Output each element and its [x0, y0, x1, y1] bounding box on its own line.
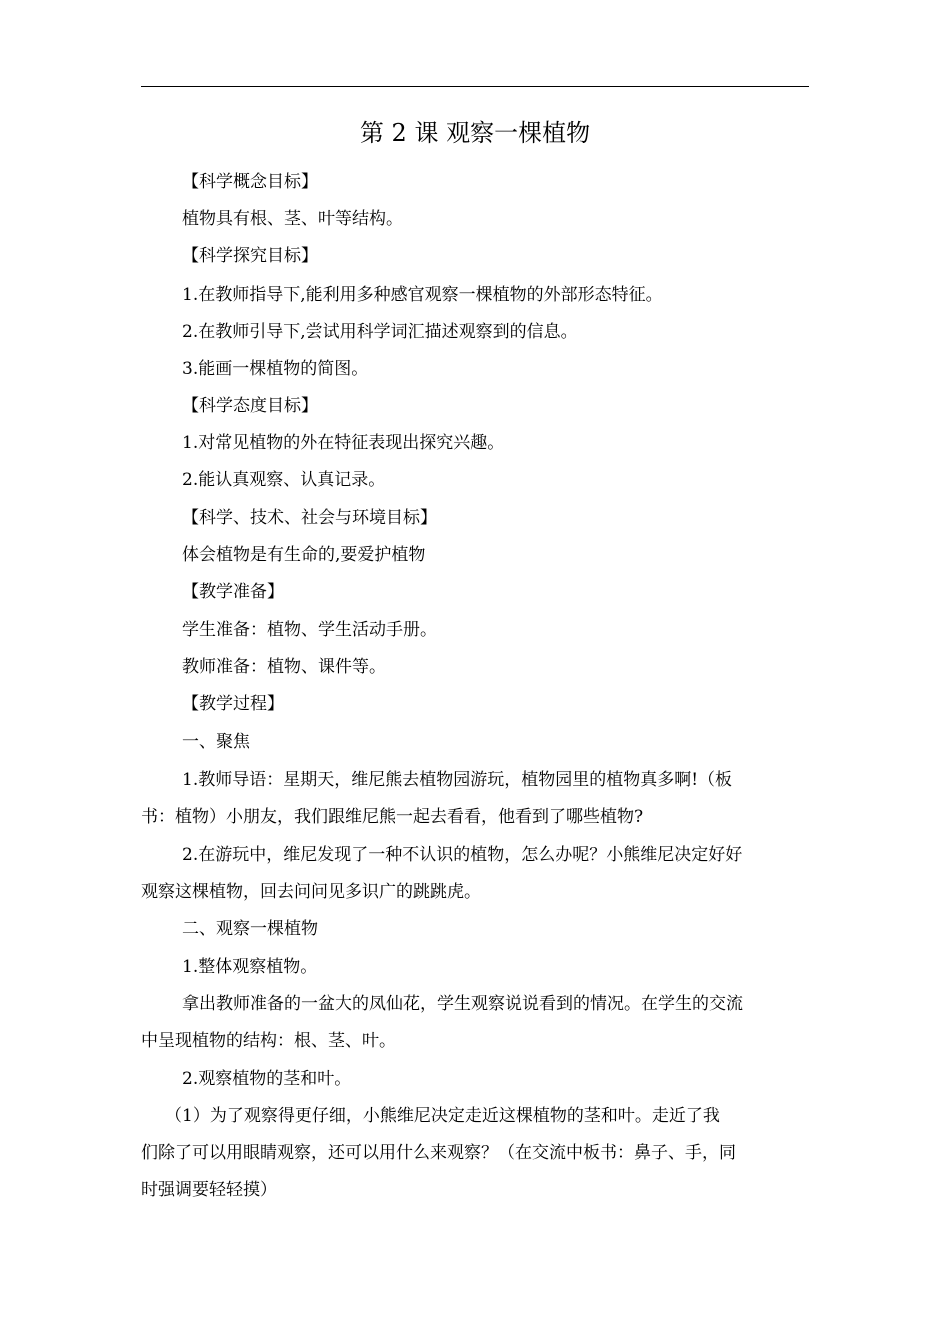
section-heading-concept-goal: 【科学概念目标】 — [182, 172, 318, 192]
subsection-heading-focus: 一、聚焦 — [182, 732, 250, 752]
paragraph-line: 体会植物是有生命的,要爱护植物 — [182, 545, 426, 565]
paragraph-line: 2.在游玩中，维尼发现了一种不认识的植物，怎么办呢？小熊维尼决定好好 — [182, 845, 743, 865]
section-heading-stse-goal: 【科学、技术、社会与环境目标】 — [182, 508, 437, 528]
section-heading-process: 【教学过程】 — [182, 694, 284, 714]
paragraph-line: 书：植物）小朋友，我们跟维尼熊一起去看看，他看到了哪些植物? — [141, 807, 644, 827]
subsection-heading-observe-plant: 二、观察一棵植物 — [182, 919, 318, 939]
section-heading-inquiry-goal: 【科学探究目标】 — [182, 246, 318, 266]
paragraph-line: 观察这棵植物，回去问问见多识广的跳跳虎。 — [141, 882, 481, 902]
paragraph-line: 1.在教师指导下,能利用多种感官观察一棵植物的外部形态特征。 — [182, 285, 663, 305]
paragraph-line: 时强调要轻轻摸） — [141, 1180, 277, 1200]
paragraph-line: 学生准备：植物、学生活动手册。 — [182, 620, 437, 640]
paragraph-line: 1.对常见植物的外在特征表现出探究兴趣。 — [182, 433, 505, 453]
paragraph-line: 植物具有根、茎、叶等结构。 — [182, 209, 403, 229]
paragraph-line: 1.教师导语：星期天，维尼熊去植物园游玩，植物园里的植物真多啊!（板 — [182, 770, 733, 790]
lesson-title: 第 2 课 观察一棵植物 — [359, 119, 591, 147]
paragraph-line: 3.能画一棵植物的简图。 — [182, 359, 369, 379]
paragraph-line: 2.在教师引导下,尝试用科学词汇描述观察到的信息。 — [182, 322, 578, 342]
header-rule — [141, 86, 809, 87]
paragraph-line: 2.能认真观察、认真记录。 — [182, 470, 386, 490]
paragraph-line: 教师准备：植物、课件等。 — [182, 657, 386, 677]
paragraph-line: 中呈现植物的结构：根、茎、叶。 — [141, 1031, 396, 1051]
paragraph-line: 拿出教师准备的一盆大的凤仙花，学生观察说说看到的情况。在学生的交流 — [182, 994, 743, 1014]
section-heading-preparation: 【教学准备】 — [182, 582, 284, 602]
paragraph-line: （1）为了观察得更仔细，小熊维尼决定走近这棵植物的茎和叶。走近了我 — [165, 1106, 720, 1126]
section-heading-attitude-goal: 【科学态度目标】 — [182, 396, 318, 416]
paragraph-line: 2.观察植物的茎和叶。 — [182, 1069, 352, 1089]
paragraph-line: 1.整体观察植物。 — [182, 957, 318, 977]
paragraph-line: 们除了可以用眼睛观察，还可以用什么来观察？（在交流中板书：鼻子、手，同 — [141, 1143, 736, 1163]
